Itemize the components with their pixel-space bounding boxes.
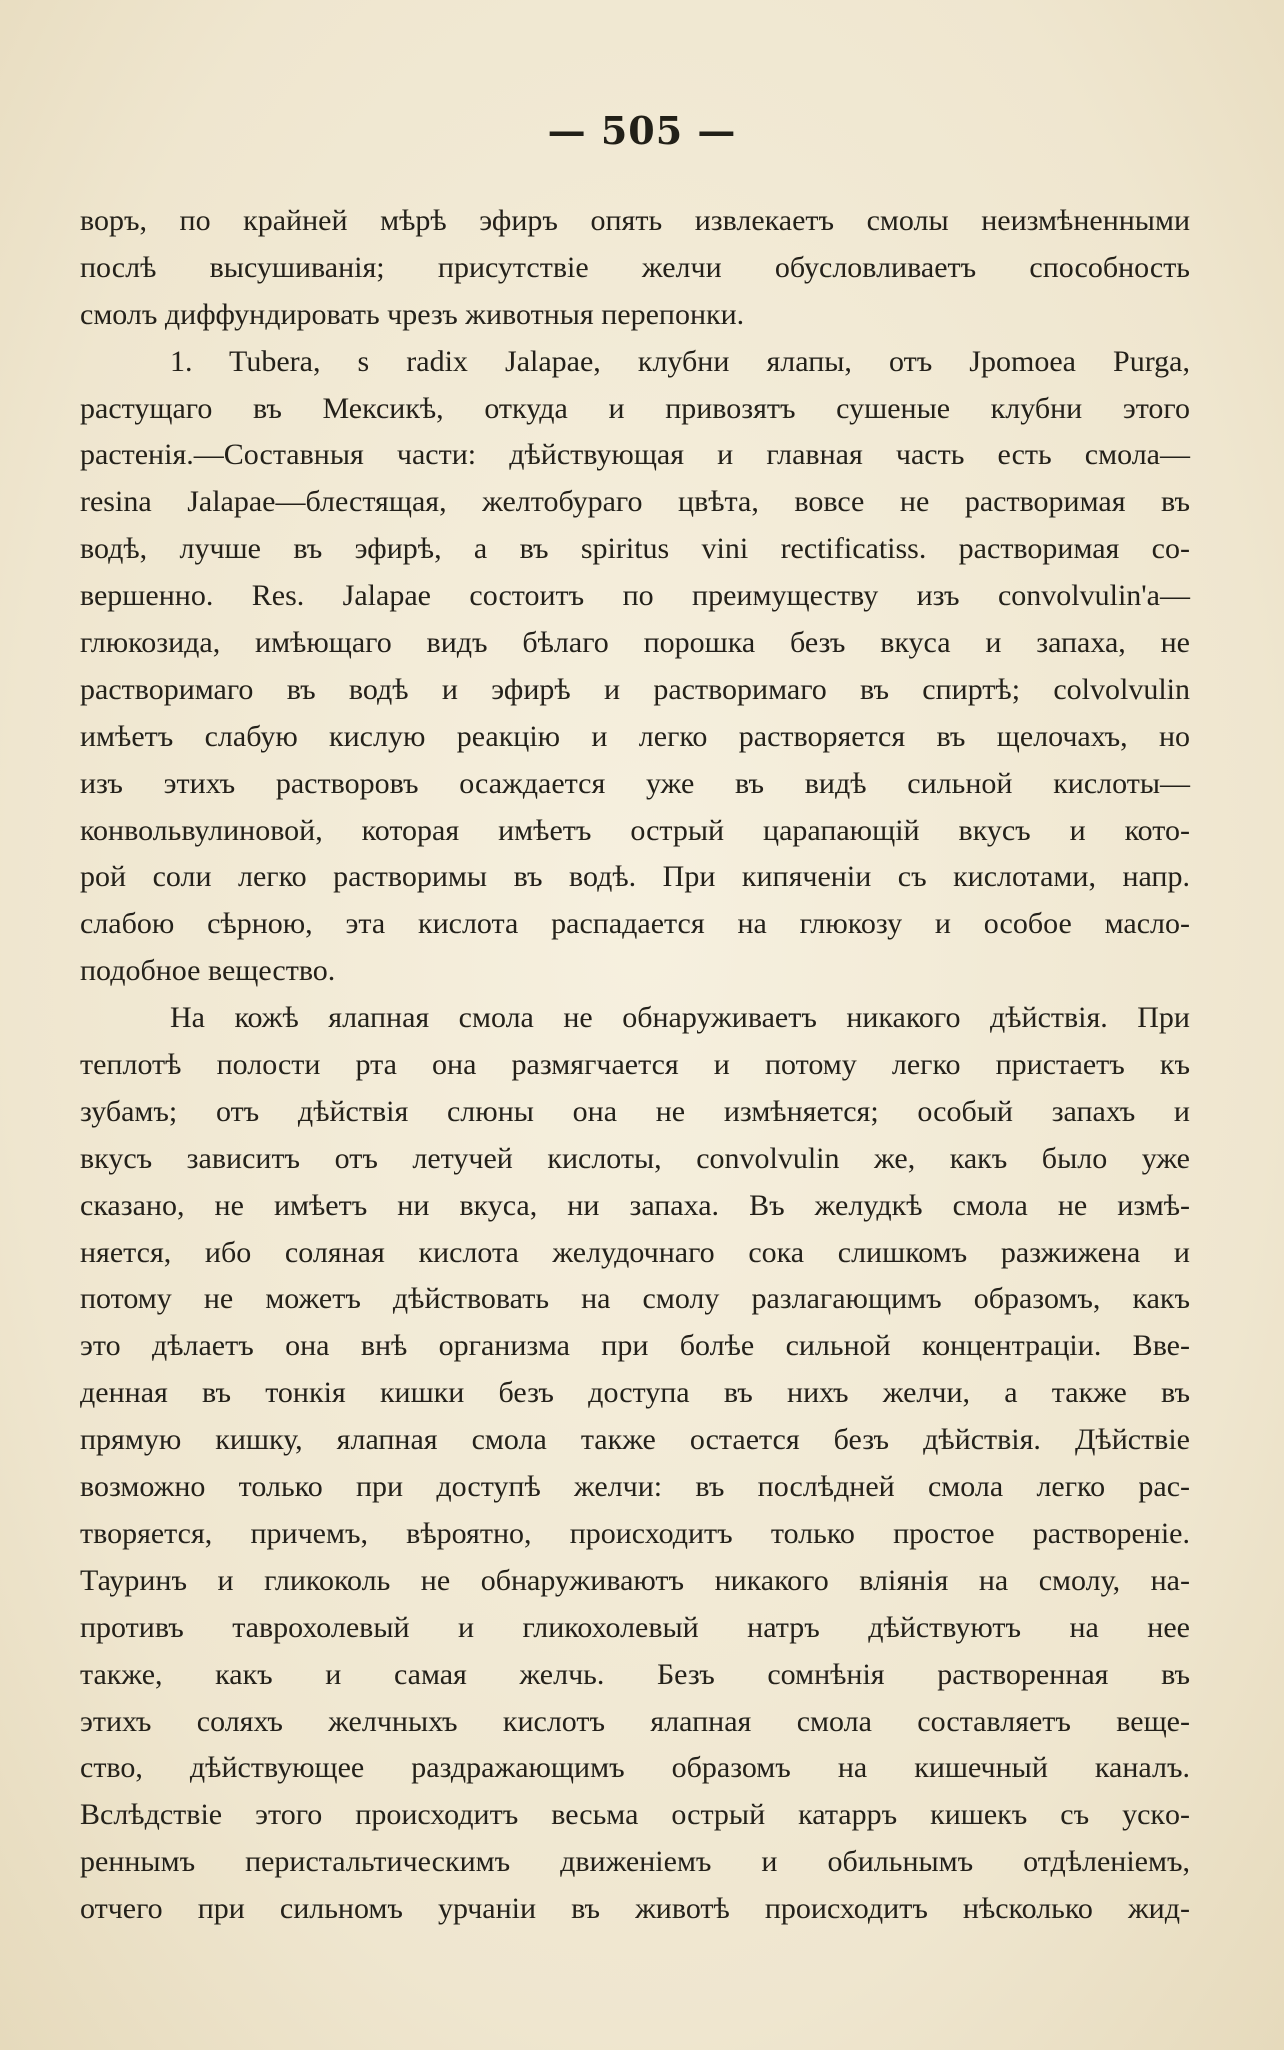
- text-line: зубамъ; отъ дѣйствія слюны она не измѣняется; особый запахъ и: [80, 1094, 1190, 1128]
- text-line: ство, дѣйствующее раздражающимъ образомъ на кишечный каналъ.: [80, 1751, 1190, 1785]
- text-line: 1. Tubera, s radix Jalapae, клубни ялапы, отъ Jpomoea Purga,: [170, 344, 1190, 378]
- text-line: Тауринъ и гликоколь не обнаруживаютъ никакого вліянія на смолу, на-: [80, 1563, 1190, 1597]
- text-line: теплотѣ полости рта она размягчается и потому легко пристаетъ къ: [80, 1048, 1190, 1082]
- text-line: противъ таврохолевый и гликохолевый натръ дѣйствуютъ на нее: [80, 1610, 1190, 1644]
- text-line: изъ этихъ растворовъ осаждается уже въ видѣ сильной кислоты—: [80, 766, 1190, 800]
- text-line: растенія.—Составныя части: дѣйствующая и главная часть есть смола—: [80, 438, 1190, 472]
- text-line: творяется, причемъ, вѣроятно, происходитъ только простое раствореніе.: [80, 1516, 1190, 1550]
- text-line: реннымъ перистальтическимъ движеніемъ и обильнымъ отдѣленіемъ,: [80, 1845, 1190, 1879]
- page-number: — 505 —: [547, 108, 737, 153]
- text-line: отчего при сильномъ урчаніи въ животѣ происходитъ нѣсколько жид-: [80, 1892, 1190, 1926]
- text-line: конвольвулиновой, которая имѣетъ острый царапающій вкусъ и кото-: [80, 813, 1190, 847]
- text-line: потому не можетъ дѣйствовать на смолу разлагающимъ образомъ, какъ: [80, 1282, 1190, 1316]
- text-line: глюкозида, имѣющаго видъ бѣлаго порошка безъ вкуса и запаха, не: [80, 626, 1190, 660]
- text-line: также, какъ и самая желчь. Безъ сомнѣнія растворенная въ: [80, 1657, 1190, 1691]
- text-line: resina Jalapae—блестящая, желтобураго цвѣта, вовсе не растворимая въ: [80, 485, 1190, 519]
- text-line: Вслѣдствіе этого происходитъ весьма острый катарръ кишекъ съ ускo-: [80, 1798, 1190, 1832]
- text-line: прямую кишку, ялапная смола также остается безъ дѣйствія. Дѣйствіе: [80, 1423, 1190, 1457]
- text-line: послѣ высушиванія; присутствіе желчи обусловливаетъ способность: [80, 250, 1190, 284]
- text-line: возможно только при доступѣ желчи: въ послѣдней смола легко рас-: [80, 1470, 1190, 1504]
- text-line: растущаго въ Мексикѣ, откуда и привозятъ сушеные клубни этого: [80, 391, 1190, 425]
- text-line: слабою сѣрною, эта кислота распадается на глюкозу и особое масло-: [80, 907, 1190, 941]
- text-line: На кожѣ ялапная смола не обнаруживаетъ никакого дѣйствія. При: [170, 1001, 1190, 1035]
- text-line: этихъ соляхъ желчныхъ кислотъ ялапная смола составляетъ веще-: [80, 1704, 1190, 1738]
- text-line: воръ, по крайней мѣрѣ эфиръ опять извлекаетъ смолы неизмѣненными: [80, 204, 1190, 237]
- text-line: подобное вещество.: [80, 954, 336, 988]
- text-line: имѣетъ слабую кислую реакцію и легко растворяется въ щелочахъ, но: [80, 719, 1190, 753]
- text-line: денная въ тонкія кишки безъ доступа въ нихъ желчи, а также въ: [80, 1376, 1190, 1410]
- text-line: рой соли легко растворимы въ водѣ. При кипяченіи съ кислотами, напр.: [80, 860, 1190, 894]
- text-line: вкусъ зависитъ отъ летучей кислоты, convolvulin же, какъ было уже: [80, 1141, 1190, 1175]
- text-line: это дѣлаетъ она внѣ организма при болѣе сильной концентраціи. Вве-: [80, 1329, 1190, 1363]
- text-line: растворимаго въ водѣ и эфирѣ и растворимаго въ спиртѣ; colvolvulin: [80, 672, 1190, 706]
- body-text: [80, 198, 1190, 1933]
- text-line: водѣ, лучше въ эфирѣ, а въ spiritus vini rectificatiss. растворимая со-: [80, 532, 1190, 566]
- text-line: вершенно. Res. Jalapae состоитъ по преимуществу изъ convolvulin'a—: [80, 579, 1190, 613]
- text-line: няется, ибо соляная кислота желудочнаго сока слишкомъ разжижена и: [80, 1235, 1190, 1269]
- text-line: сказано, не имѣетъ ни вкуса, ни запаха. Въ желудкѣ смола не измѣ-: [80, 1188, 1190, 1222]
- text-line: смолъ диффундировать чрезъ животныя перепонки.: [80, 297, 745, 331]
